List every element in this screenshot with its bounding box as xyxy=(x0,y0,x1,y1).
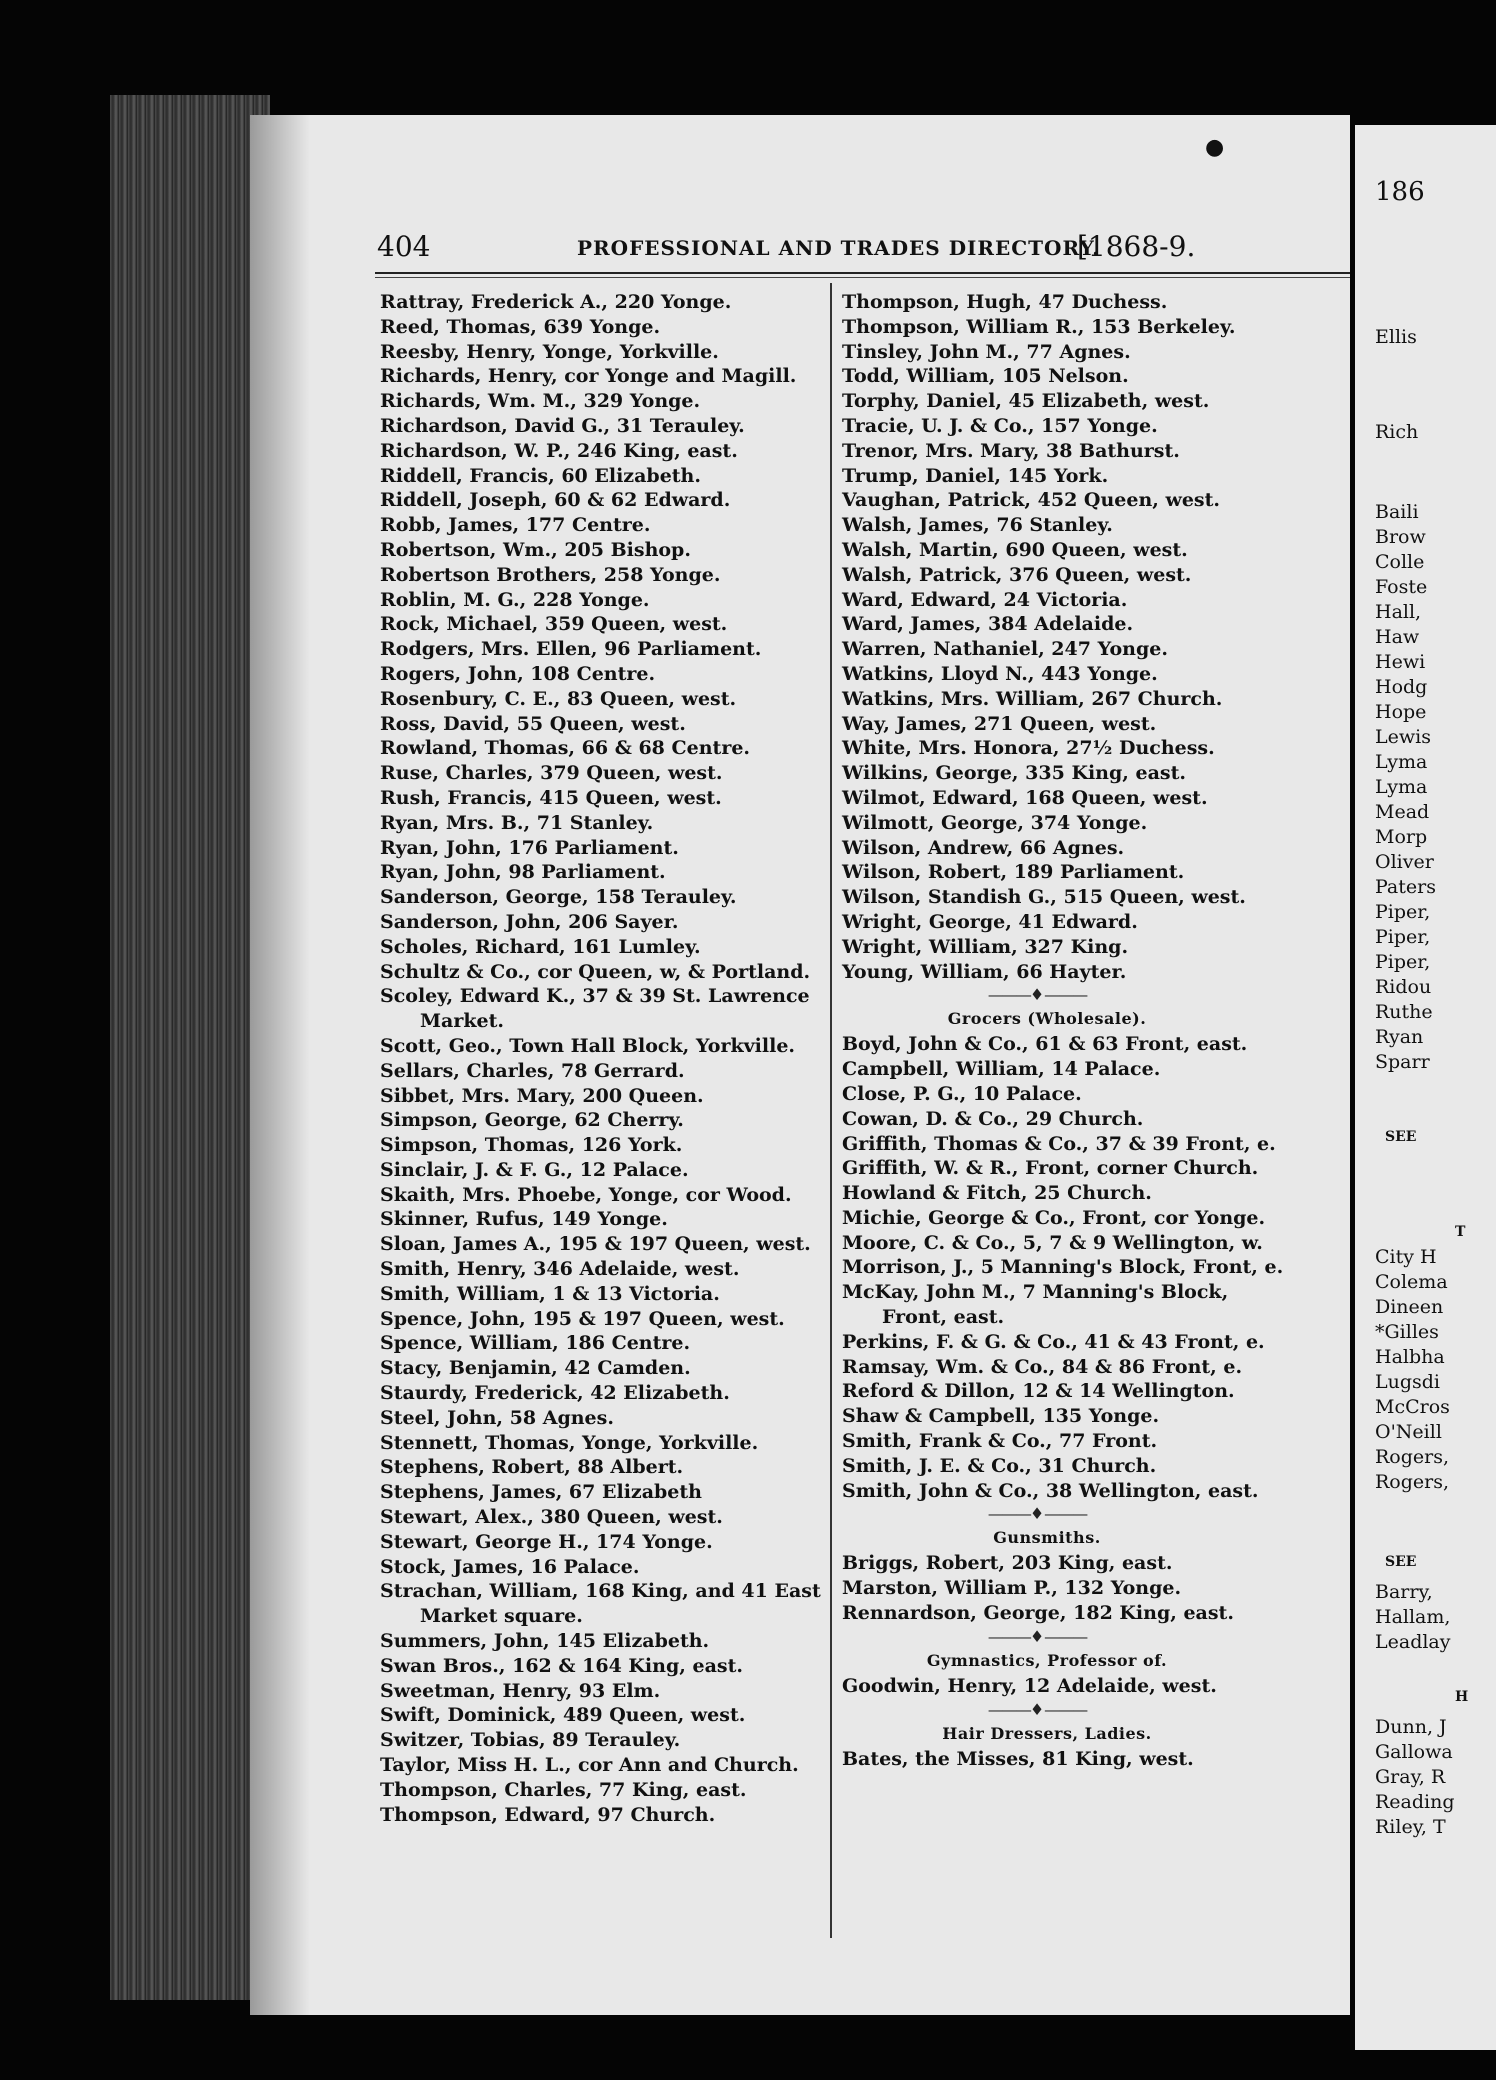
directory-entry: Wilson, Robert, 189 Parliament. xyxy=(842,861,1185,884)
directory-entry: Stacy, Benjamin, 42 Camden. xyxy=(380,1357,691,1380)
directory-entry: Torphy, Daniel, 45 Elizabeth, west. xyxy=(842,390,1210,413)
directory-entry: Riddell, Francis, 60 Elizabeth. xyxy=(380,464,701,487)
directory-entry: Schultz & Co., cor Queen, w, & Portland. xyxy=(380,960,811,983)
directory-entry: Switzer, Tobias, 89 Terauley. xyxy=(380,1729,681,1752)
right-column xyxy=(842,290,1312,1771)
directory-entry: Market square. xyxy=(420,1605,583,1628)
facing-page-fragment-line: Lugsdi xyxy=(1375,1371,1441,1393)
facing-page-fragment-line: Hewi xyxy=(1375,651,1426,673)
directory-entry: Tracie, U. J. & Co., 157 Yonge. xyxy=(842,414,1158,437)
directory-entry: Staurdy, Frederick, 42 Elizabeth. xyxy=(380,1382,730,1405)
facing-page-fragment-line: *Gilles xyxy=(1375,1321,1439,1343)
facing-page-fragment-line: Colle xyxy=(1375,551,1425,573)
directory-entry: Way, James, 271 Queen, west. xyxy=(842,712,1157,735)
directory-entry: Walsh, James, 76 Stanley. xyxy=(842,514,1113,537)
directory-entry: Wilkins, George, 335 King, east. xyxy=(842,762,1186,785)
directory-entry: Wilmot, Edward, 168 Queen, west. xyxy=(842,786,1208,809)
directory-entry: Thompson, Hugh, 47 Duchess. xyxy=(842,291,1168,313)
directory-entry: Skinner, Rufus, 149 Yonge. xyxy=(380,1208,668,1231)
page-gutter-shadow xyxy=(250,115,310,2015)
facing-page-fragment-line: Dunn, J xyxy=(1375,1716,1447,1738)
directory-entry: Ross, David, 55 Queen, west. xyxy=(380,712,686,735)
directory-entry: Cowan, D. & Co., 29 Church. xyxy=(842,1107,1144,1130)
directory-entry: Front, east. xyxy=(882,1306,1005,1329)
book-edge xyxy=(110,95,270,2000)
section-ornament: ———♦——— xyxy=(987,1626,1087,1646)
facing-page-fragment-line: Lewis xyxy=(1375,726,1431,748)
facing-page-fragment-line: Gray, R xyxy=(1375,1766,1446,1788)
directory-entry: Tinsley, John M., 77 Agnes. xyxy=(842,340,1131,363)
directory-entry: Todd, William, 105 Nelson. xyxy=(842,365,1129,388)
directory-entry: Taylor, Miss H. L., cor Ann and Church. xyxy=(380,1754,799,1777)
directory-entry: Smith, Henry, 346 Adelaide, west. xyxy=(380,1258,740,1281)
facing-page-fragment-line: Hallam, xyxy=(1375,1606,1451,1628)
facing-page-fragment-line: Barry, xyxy=(1375,1581,1433,1603)
directory-entry: Marston, William P., 132 Yonge. xyxy=(842,1577,1182,1600)
directory-entry: Sanderson, John, 206 Sayer. xyxy=(380,910,679,933)
facing-page-fragment-line: Brow xyxy=(1375,526,1426,548)
running-head xyxy=(377,230,1277,270)
directory-entry: Rattray, Frederick A., 220 Yonge. xyxy=(380,291,732,313)
directory-entry: Robb, James, 177 Centre. xyxy=(380,514,651,537)
directory-entry: Riddell, Joseph, 60 & 62 Edward. xyxy=(380,489,731,512)
directory-entry: Griffith, Thomas & Co., 37 & 39 Front, e. xyxy=(842,1132,1276,1155)
directory-entry: Ryan, John, 98 Parliament. xyxy=(380,861,666,884)
gunsmiths-heading: Gunsmiths. xyxy=(993,1528,1101,1548)
directory-entry: Watkins, Mrs. William, 267 Church. xyxy=(842,687,1223,710)
facing-page-fragment-line: Ellis xyxy=(1375,326,1417,348)
directory-entry: Wilson, Andrew, 66 Agnes. xyxy=(842,836,1125,859)
directory-entry: Wilson, Standish G., 515 Queen, west. xyxy=(842,886,1246,909)
facing-page-fragment-line: Rich xyxy=(1375,421,1419,443)
grocers-heading: Grocers (Wholesale). xyxy=(947,1009,1147,1029)
header-rule-thin xyxy=(375,277,1350,278)
directory-entry: Stewart, George H., 174 Yonge. xyxy=(380,1530,713,1553)
directory-entry: Wilmott, George, 374 Yonge. xyxy=(842,811,1148,834)
directory-entry: Sweetman, Henry, 93 Elm. xyxy=(380,1679,661,1702)
directory-entry: Close, P. G., 10 Palace. xyxy=(842,1082,1082,1105)
directory-entry: Stephens, Robert, 88 Albert. xyxy=(380,1456,684,1479)
directory-entry: Scott, Geo., Town Hall Block, Yorkville. xyxy=(380,1034,796,1057)
facing-page-fragment-line: Oliver xyxy=(1375,851,1434,873)
directory-entry: Warren, Nathaniel, 247 Yonge. xyxy=(842,638,1168,661)
directory-entry: Market. xyxy=(420,1010,504,1033)
directory-entry: Sibbet, Mrs. Mary, 200 Queen. xyxy=(380,1084,704,1107)
facing-page-fragment-line: Colema xyxy=(1375,1271,1448,1293)
directory-entry: Stennett, Thomas, Yonge, Yorkville. xyxy=(380,1431,759,1454)
page-year: [1868-9. xyxy=(1077,230,1196,263)
facing-page-fragment-line: Riley, T xyxy=(1375,1816,1446,1838)
facing-page-fragment-line: Halbha xyxy=(1375,1346,1445,1368)
directory-entry: Morrison, J., 5 Manning's Block, Front, e. xyxy=(842,1256,1284,1279)
directory-entry: Boyd, John & Co., 61 & 63 Front, east. xyxy=(842,1033,1248,1056)
page-title: PROFESSIONAL AND TRADES DIRECTORY. xyxy=(577,236,1101,260)
facing-page-fragment-line: Sparr xyxy=(1375,1051,1430,1073)
directory-entry: White, Mrs. Honora, 27½ Duchess. xyxy=(842,737,1215,760)
directory-entry: Rogers, John, 108 Centre. xyxy=(380,662,656,685)
directory-entry: Steel, John, 58 Agnes. xyxy=(380,1406,614,1429)
facing-page-fragment-line: SEE xyxy=(1385,1129,1417,1145)
facing-page-fragment-line: T xyxy=(1455,1224,1466,1240)
directory-entry: Ramsay, Wm. & Co., 84 & 86 Front, e. xyxy=(842,1355,1243,1378)
directory-entry: Richards, Wm. M., 329 Yonge. xyxy=(380,390,701,413)
directory-entry: Walsh, Martin, 690 Queen, west. xyxy=(842,538,1188,561)
gymnastics-heading: Gymnastics, Professor of. xyxy=(926,1650,1168,1670)
directory-entry: Robertson Brothers, 258 Yonge. xyxy=(380,563,721,586)
directory-entry: Michie, George & Co., Front, cor Yonge. xyxy=(842,1206,1266,1229)
facing-page-number: 186 xyxy=(1375,177,1425,207)
facing-page-fragment-line: Hodg xyxy=(1375,676,1428,698)
directory-entry: Richardson, David G., 31 Terauley. xyxy=(380,414,745,437)
directory-entry: Wright, George, 41 Edward. xyxy=(842,910,1138,933)
directory-entry: Skaith, Mrs. Phoebe, Yonge, cor Wood. xyxy=(380,1183,792,1206)
directory-entry: Griffith, W. & R., Front, corner Church. xyxy=(842,1157,1259,1180)
gunsmiths-list xyxy=(842,1551,1312,1625)
left-column xyxy=(380,290,850,1827)
facing-page-fragment-line: SEE xyxy=(1385,1554,1417,1570)
facing-page-fragment-line: Rogers, xyxy=(1375,1471,1450,1493)
facing-page-fragment-line: Piper, xyxy=(1375,951,1431,973)
directory-entry: Reed, Thomas, 639 Yonge. xyxy=(380,315,661,338)
facing-page-fragment-line: Ruthe xyxy=(1375,1001,1433,1023)
section-ornament: ———♦——— xyxy=(987,1504,1087,1524)
directory-entry: Scholes, Richard, 161 Lumley. xyxy=(380,935,701,958)
directory-entry: Stock, James, 16 Palace. xyxy=(380,1555,640,1578)
directory-entry: Briggs, Robert, 203 King, east. xyxy=(842,1552,1173,1575)
facing-page-fragment-line: Reading xyxy=(1375,1791,1455,1813)
directory-entry: Howland & Fitch, 25 Church. xyxy=(842,1182,1152,1205)
facing-page-fragment-line: Baili xyxy=(1375,501,1419,523)
facing-page-fragment-line: Piper, xyxy=(1375,926,1431,948)
facing-page-fragment-line: Piper, xyxy=(1375,901,1431,923)
right-continued-list xyxy=(842,290,1312,984)
facing-page-fragment-line: O'Neill xyxy=(1375,1421,1442,1443)
section-ornament: ———♦——— xyxy=(987,1699,1087,1719)
directory-entry: Sloan, James A., 195 & 197 Queen, west. xyxy=(380,1233,811,1256)
directory-entry: Shaw & Campbell, 135 Yonge. xyxy=(842,1405,1160,1428)
facing-page-fragment-line: Leadlay xyxy=(1375,1631,1451,1653)
facing-page-fragment-line: Rogers, xyxy=(1375,1446,1450,1468)
directory-entry: Ward, Edward, 24 Victoria. xyxy=(842,588,1128,611)
directory-entry: Scoley, Edward K., 37 & 39 St. Lawrence xyxy=(380,985,810,1008)
directory-page xyxy=(250,115,1350,2015)
directory-entry: Watkins, Lloyd N., 443 Yonge. xyxy=(842,662,1158,685)
directory-entry: Bates, the Misses, 81 King, west. xyxy=(842,1747,1194,1770)
directory-entry: Ryan, Mrs. B., 71 Stanley. xyxy=(380,811,654,834)
directory-entry: Rock, Michael, 359 Queen, west. xyxy=(380,613,728,636)
directory-entry: Ryan, John, 176 Parliament. xyxy=(380,836,679,859)
directory-entry: Rennardson, George, 182 King, east. xyxy=(842,1602,1234,1625)
directory-entry: Sellars, Charles, 78 Gerrard. xyxy=(380,1059,685,1082)
facing-page-fragment-line: Ryan xyxy=(1375,1026,1424,1048)
directory-entry: Wright, William, 327 King. xyxy=(842,935,1129,958)
hairdressers-heading: Hair Dressers, Ladies. xyxy=(942,1723,1152,1743)
facing-page-fragment-line: H xyxy=(1455,1689,1469,1705)
directory-entry: Smith, Frank & Co., 77 Front. xyxy=(842,1430,1158,1453)
facing-page-fragment-line: McCros xyxy=(1375,1396,1450,1418)
facing-page-fragment-line: Mead xyxy=(1375,801,1430,823)
directory-entry: Walsh, Patrick, 376 Queen, west. xyxy=(842,563,1192,586)
directory-entry: Ward, James, 384 Adelaide. xyxy=(842,613,1134,636)
directory-entry: Perkins, F. & G. & Co., 41 & 43 Front, e. xyxy=(842,1330,1265,1353)
facing-page-fragment-line: Foste xyxy=(1375,576,1428,598)
directory-entry: Simpson, Thomas, 126 York. xyxy=(380,1134,683,1157)
grocers-list xyxy=(842,1032,1312,1503)
directory-entry: Sinclair, J. & F. G., 12 Palace. xyxy=(380,1158,689,1181)
facing-page-fragment-line: Morp xyxy=(1375,826,1428,848)
directory-entry: Summers, John, 145 Elizabeth. xyxy=(380,1630,710,1653)
directory-entry: Richards, Henry, cor Yonge and Magill. xyxy=(380,365,797,388)
directory-entry: Thompson, Charles, 77 King, east. xyxy=(380,1778,747,1801)
header-rule xyxy=(375,272,1350,274)
facing-page-fragment-line: Gallowa xyxy=(1375,1741,1453,1763)
page-number: 404 xyxy=(377,230,431,263)
directory-entry: Spence, John, 195 & 197 Queen, west. xyxy=(380,1307,785,1330)
directory-entry: Sanderson, George, 158 Terauley. xyxy=(380,886,737,909)
directory-entry: Reesby, Henry, Yonge, Yorkville. xyxy=(380,340,719,363)
directory-entry: Goodwin, Henry, 12 Adelaide, west. xyxy=(842,1674,1217,1697)
directory-entry: Vaughan, Patrick, 452 Queen, west. xyxy=(842,489,1221,512)
directory-entry: Stewart, Alex., 380 Queen, west. xyxy=(380,1506,723,1529)
facing-page-fragment-line: Lyma xyxy=(1375,751,1428,773)
facing-page-fragment-line: Haw xyxy=(1375,626,1420,648)
directory-entry: Roblin, M. G., 228 Yonge. xyxy=(380,588,650,611)
gymnastics-list xyxy=(842,1674,1312,1699)
directory-entry: Young, William, 66 Hayter. xyxy=(842,960,1127,983)
facing-page-fragment-line: Lyma xyxy=(1375,776,1428,798)
directory-entry: Spence, William, 186 Centre. xyxy=(380,1332,691,1355)
directory-entry: Trump, Daniel, 145 York. xyxy=(842,464,1109,487)
directory-entry: McKay, John M., 7 Manning's Block, xyxy=(842,1281,1229,1304)
facing-page-fragment xyxy=(1355,125,1496,2050)
directory-entry: Rush, Francis, 415 Queen, west. xyxy=(380,786,722,809)
facing-page-fragment-line: Ridou xyxy=(1375,976,1432,998)
facing-page-fragment-line: Hope xyxy=(1375,701,1427,723)
directory-entry: Thompson, Edward, 97 Church. xyxy=(380,1803,716,1826)
directory-entry: Rowland, Thomas, 66 & 68 Centre. xyxy=(380,737,751,760)
directory-entry: Simpson, George, 62 Cherry. xyxy=(380,1109,684,1132)
facing-page-fragment-line: Paters xyxy=(1375,876,1436,898)
hairdressers-list xyxy=(842,1747,1312,1772)
ink-mark: ● xyxy=(1205,135,1225,160)
directory-entry: Stephens, James, 67 Elizabeth xyxy=(380,1481,702,1504)
directory-entry: Rosenbury, C. E., 83 Queen, west. xyxy=(380,687,737,710)
directory-entry: Swift, Dominick, 489 Queen, west. xyxy=(380,1704,746,1727)
directory-entry: Swan Bros., 162 & 164 King, east. xyxy=(380,1654,743,1677)
directory-entry: Campbell, William, 14 Palace. xyxy=(842,1058,1161,1081)
directory-entry: Ruse, Charles, 379 Queen, west. xyxy=(380,762,723,785)
directory-entry: Richardson, W. P., 246 King, east. xyxy=(380,439,738,462)
directory-entry: Smith, J. E. & Co., 31 Church. xyxy=(842,1454,1157,1477)
directory-entry: Robertson, Wm., 205 Bishop. xyxy=(380,538,691,561)
facing-page-fragment-line: City H xyxy=(1375,1246,1437,1268)
facing-page-fragment-line: Dineen xyxy=(1375,1296,1444,1318)
directory-entry: Strachan, William, 168 King, and 41 East xyxy=(380,1580,821,1603)
directory-entry: Trenor, Mrs. Mary, 38 Bathurst. xyxy=(842,439,1180,462)
facing-page-fragment-line: Hall, xyxy=(1375,601,1422,623)
directory-entry: Smith, William, 1 & 13 Victoria. xyxy=(380,1282,720,1305)
directory-entry: Reford & Dillon, 12 & 14 Wellington. xyxy=(842,1380,1235,1403)
directory-entry: Rodgers, Mrs. Ellen, 96 Parliament. xyxy=(380,638,762,661)
directory-entry: Smith, John & Co., 38 Wellington, east. xyxy=(842,1479,1259,1502)
directory-entry: Thompson, William R., 153 Berkeley. xyxy=(842,315,1236,338)
directory-entry: Moore, C. & Co., 5, 7 & 9 Wellington, w. xyxy=(842,1231,1263,1254)
section-ornament: ———♦——— xyxy=(987,985,1087,1005)
